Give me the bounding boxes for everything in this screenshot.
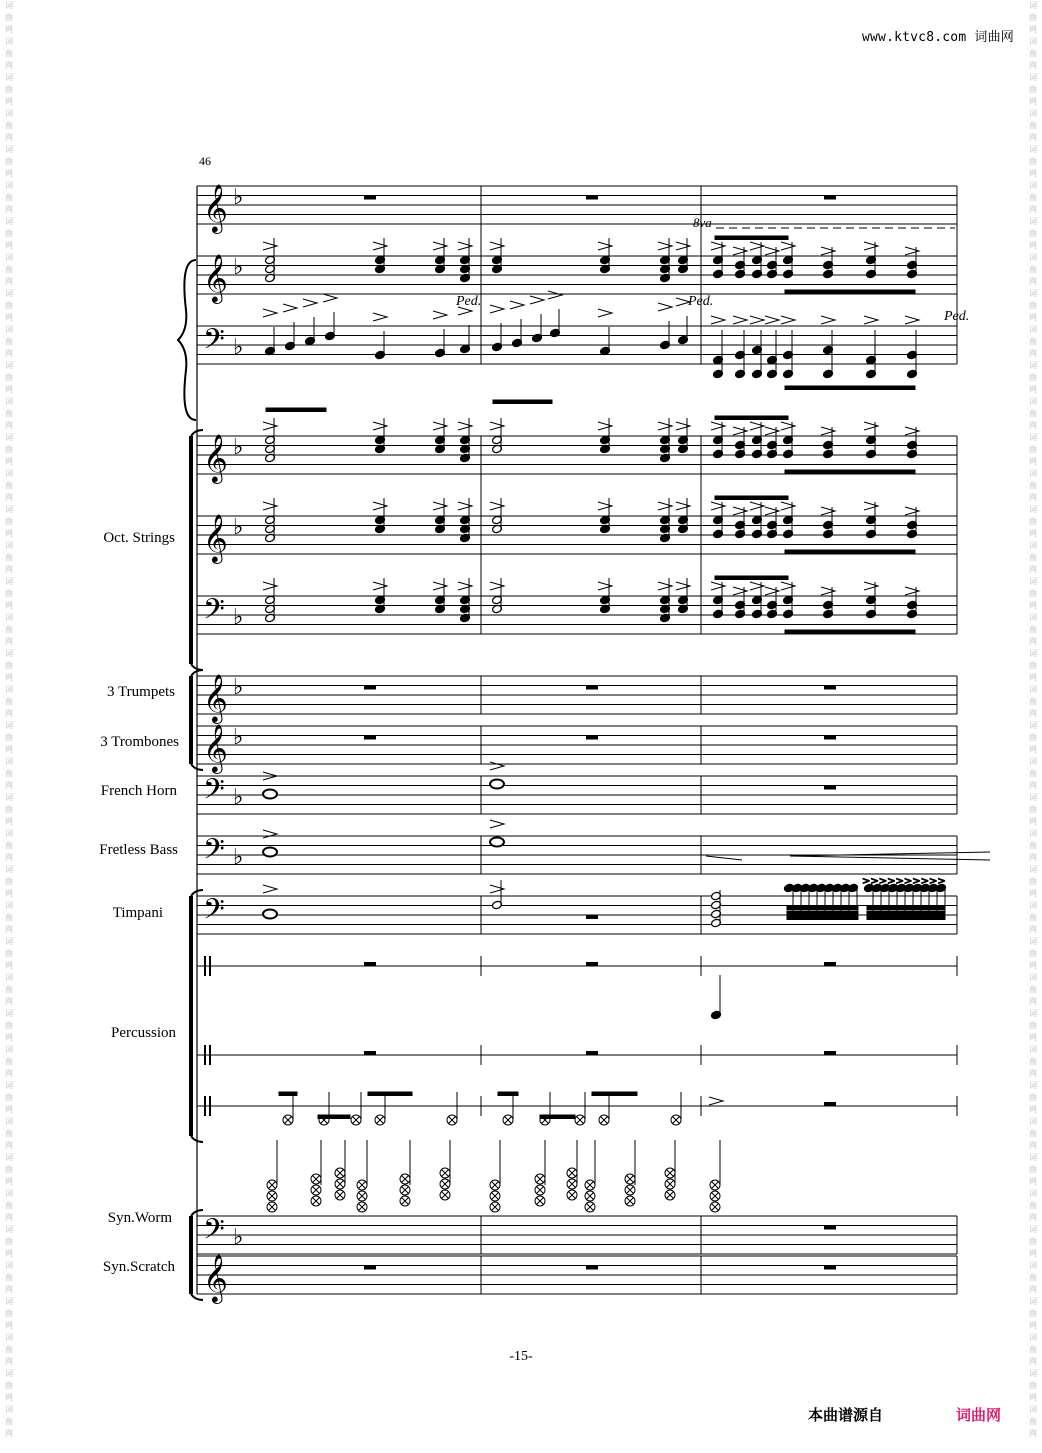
beam — [867, 911, 944, 915]
accent — [765, 247, 779, 255]
whole-rest — [586, 736, 598, 740]
accent — [750, 422, 764, 430]
accent — [821, 587, 835, 595]
beam — [715, 416, 788, 420]
accent — [433, 311, 447, 319]
label-3-trumpets: 3 Trumpets — [107, 684, 175, 700]
beam — [266, 408, 326, 412]
accent — [433, 502, 447, 510]
beam — [785, 550, 915, 554]
accent — [598, 502, 612, 510]
site-url: www.ktvc8.com — [862, 30, 967, 45]
accent — [864, 242, 878, 250]
whole-rest — [824, 1102, 836, 1106]
label-oct-strings: Oct. Strings — [103, 530, 175, 546]
accent — [373, 422, 387, 430]
accent — [821, 427, 835, 435]
accent — [905, 587, 919, 595]
whole-rest — [586, 1266, 598, 1270]
beam — [715, 496, 788, 500]
accent — [323, 294, 337, 302]
accents — [263, 242, 919, 1105]
beam — [867, 906, 944, 910]
accent — [750, 502, 764, 510]
accent — [433, 582, 447, 590]
accent — [905, 316, 919, 324]
accent — [864, 422, 878, 430]
clefs — [203, 183, 243, 1304]
whole-rest — [824, 196, 836, 200]
bass-clef: 𝄢 — [203, 833, 225, 873]
beam — [867, 916, 944, 920]
accent — [433, 242, 447, 250]
accent — [658, 502, 672, 510]
accent — [781, 242, 795, 250]
footer-source-site: 词曲网 — [956, 1406, 1002, 1424]
accent — [750, 242, 764, 250]
accent — [781, 502, 795, 510]
percussion-clef — [209, 1045, 211, 1065]
right-watermark: 词曲网 词曲网 词曲网 词曲网 词曲网 词曲网 词曲网 词曲网 词曲网 词曲网 词曲网 词曲网 词曲网 词曲网 词曲网 词曲网 词曲网 词曲网 词曲网 词曲网 词曲网 词曲网 词曲网 词曲网 词曲网 词曲网 词曲网 词曲网 词曲网 词曲网 词曲网 词曲网 词曲网 词曲网 词曲网 词曲网 词曲网 词曲网 词曲网 词曲网 — [1029, 1, 1037, 1438]
whole-rest — [586, 1051, 598, 1055]
beam — [785, 470, 915, 474]
whole-rest — [824, 1051, 836, 1055]
accent — [373, 502, 387, 510]
bass-clef: 𝄢 — [203, 773, 225, 813]
accent — [658, 422, 672, 430]
flat-key-signature: ♭ — [233, 605, 244, 630]
piano-brace — [178, 260, 196, 420]
accent — [781, 582, 795, 590]
treble-clef: 𝄞 — [203, 253, 228, 302]
flat-key-signature: ♭ — [233, 845, 244, 870]
accent — [658, 582, 672, 590]
whole-note — [263, 790, 277, 799]
accent — [733, 247, 747, 255]
label-syn-worm: Syn.Worm — [107, 1210, 172, 1226]
left-watermark: 词曲网 词曲网 词曲网 词曲网 词曲网 词曲网 词曲网 词曲网 词曲网 词曲网 词曲网 词曲网 词曲网 词曲网 词曲网 词曲网 词曲网 词曲网 词曲网 词曲网 词曲网 词曲网 词曲网 词曲网 词曲网 词曲网 词曲网 词曲网 词曲网 词曲网 词曲网 词曲网 词曲网 词曲网 词曲网 词曲网 词曲网 词曲网 词曲网 词曲网 — [5, 1, 13, 1438]
label-3-trombones: 3 Trombones — [100, 734, 179, 750]
accent — [598, 242, 612, 250]
whole-note — [490, 838, 504, 847]
site-name: 词曲网 — [974, 30, 1014, 45]
accent — [303, 299, 317, 307]
accent — [373, 242, 387, 250]
whole-rest — [824, 736, 836, 740]
beam — [787, 911, 858, 915]
accent — [373, 582, 387, 590]
accent — [821, 316, 835, 324]
beam — [715, 236, 788, 240]
whole-rest — [364, 196, 376, 200]
accent — [490, 422, 504, 430]
staff-lines — [197, 186, 957, 1294]
accent — [676, 582, 690, 590]
beam — [498, 1092, 518, 1096]
page-number: -15- — [509, 1349, 533, 1364]
accent — [821, 507, 835, 515]
accent — [750, 316, 764, 324]
fretless-bass-hairpin — [706, 852, 990, 860]
flat-key-signature: ♭ — [233, 1225, 244, 1250]
accent — [263, 309, 277, 317]
bass-clef: 𝄢 — [203, 323, 225, 363]
accent — [433, 422, 447, 430]
timpani-accents: >>>>>>>>>> — [862, 876, 946, 887]
beam — [592, 1092, 637, 1096]
accent — [733, 427, 747, 435]
accent — [490, 502, 504, 510]
accent — [765, 507, 779, 515]
accent — [263, 242, 277, 250]
accent — [709, 1097, 723, 1105]
percussion-clef — [209, 1096, 211, 1116]
treble-clef: 𝄞 — [203, 723, 228, 772]
whole-rest — [364, 686, 376, 690]
label-french-horn: French Horn — [100, 783, 177, 799]
accent — [864, 316, 878, 324]
pedal-mark-3: Ped. — [944, 309, 970, 324]
accent — [781, 316, 795, 324]
flat-key-signature: ♭ — [233, 675, 244, 700]
accent — [458, 422, 472, 430]
beam — [318, 1115, 350, 1119]
percussion-clef — [204, 1096, 206, 1116]
accent — [263, 502, 277, 510]
whole-rest — [586, 686, 598, 690]
percussion-clef — [209, 956, 211, 976]
whole-note — [263, 848, 277, 857]
flat-key-signature: ♭ — [233, 255, 244, 280]
whole-rest — [364, 1266, 376, 1270]
accent — [711, 242, 725, 250]
accent — [733, 316, 747, 324]
beam — [493, 400, 552, 404]
bass-clef: 𝄢 — [203, 593, 225, 633]
brackets — [178, 260, 203, 1300]
accent — [711, 502, 725, 510]
whole-rest — [586, 915, 598, 919]
accent — [598, 309, 612, 317]
accent — [658, 303, 672, 311]
accent — [263, 830, 277, 838]
accent — [676, 422, 690, 430]
beam — [279, 1092, 297, 1096]
ottava-mark: 8va — [693, 215, 712, 230]
accent — [263, 885, 277, 893]
accent — [530, 296, 544, 304]
accent — [905, 507, 919, 515]
treble-clef: 𝄞 — [203, 433, 228, 482]
percussion-clef — [204, 956, 206, 976]
treble-clef: 𝄞 — [203, 513, 228, 562]
accent — [864, 502, 878, 510]
accent — [458, 502, 472, 510]
accent — [490, 885, 504, 893]
bracket-hook — [191, 1294, 203, 1300]
accent — [676, 242, 690, 250]
measure-number: 46 — [199, 154, 211, 168]
accent — [490, 582, 504, 590]
accent — [658, 242, 672, 250]
beam — [368, 1092, 412, 1096]
accent — [490, 305, 504, 313]
beam — [715, 576, 788, 580]
label-timpani: Timpani — [112, 905, 163, 921]
bass-clef: 𝄢 — [203, 1213, 225, 1253]
accent — [373, 313, 387, 321]
flat-key-signature: ♭ — [233, 185, 244, 210]
whole-rest — [364, 962, 376, 966]
whole-note — [490, 780, 504, 789]
accent — [781, 422, 795, 430]
flat-key-signature: ♭ — [233, 335, 244, 360]
accent — [490, 762, 504, 770]
whole-rest — [586, 196, 598, 200]
accent — [821, 247, 835, 255]
barlines — [197, 186, 957, 1294]
whole-rests — [364, 196, 836, 1270]
pedal-mark-1: Ped. — [456, 294, 482, 309]
accent — [711, 316, 725, 324]
accent — [676, 502, 690, 510]
pedal-mark-2: Ped. — [688, 294, 714, 309]
accent — [263, 422, 277, 430]
accent — [711, 582, 725, 590]
accent — [765, 316, 779, 324]
beam — [785, 290, 915, 294]
notes — [263, 236, 946, 1212]
accent — [750, 582, 764, 590]
beam — [787, 916, 858, 920]
whole-rest — [586, 962, 598, 966]
accent — [598, 582, 612, 590]
accent — [765, 587, 779, 595]
accent — [864, 582, 878, 590]
percussion-clef — [204, 1045, 206, 1065]
treble-clef: 𝄞 — [203, 673, 228, 722]
whole-rest — [364, 736, 376, 740]
accent — [490, 820, 504, 828]
label-syn-scratch: Syn.Scratch — [102, 1259, 175, 1275]
accent — [598, 422, 612, 430]
whole-rest — [824, 786, 836, 790]
accent — [733, 587, 747, 595]
label-fretless-bass: Fretless Bass — [99, 842, 178, 858]
whole-note — [263, 910, 277, 919]
accent — [283, 304, 297, 312]
accent — [458, 582, 472, 590]
whole-rest — [364, 1051, 376, 1055]
bass-clef: 𝄢 — [203, 893, 225, 933]
flat-key-signature: ♭ — [233, 725, 244, 750]
whole-rest — [824, 1226, 836, 1230]
accent — [905, 247, 919, 255]
treble-clef: 𝄞 — [203, 183, 228, 232]
accent — [765, 427, 779, 435]
beam — [540, 1115, 575, 1119]
beam — [785, 386, 915, 390]
flat-key-signature: ♭ — [233, 785, 244, 810]
beam — [787, 906, 858, 910]
beam — [785, 630, 915, 634]
accent — [263, 582, 277, 590]
whole-rest — [824, 1266, 836, 1270]
accent — [490, 242, 504, 250]
flat-key-signature: ♭ — [233, 515, 244, 540]
accent — [733, 507, 747, 515]
accent — [510, 301, 524, 309]
footer-source-label: 本曲谱源自 — [808, 1406, 884, 1424]
accent — [458, 242, 472, 250]
accent — [548, 291, 562, 299]
accent — [711, 422, 725, 430]
treble-clef: 𝄞 — [203, 1253, 228, 1302]
accent — [905, 427, 919, 435]
whole-rest — [824, 962, 836, 966]
label-percussion: Percussion — [111, 1025, 176, 1041]
whole-rest — [824, 686, 836, 690]
flat-key-signature: ♭ — [233, 435, 244, 460]
